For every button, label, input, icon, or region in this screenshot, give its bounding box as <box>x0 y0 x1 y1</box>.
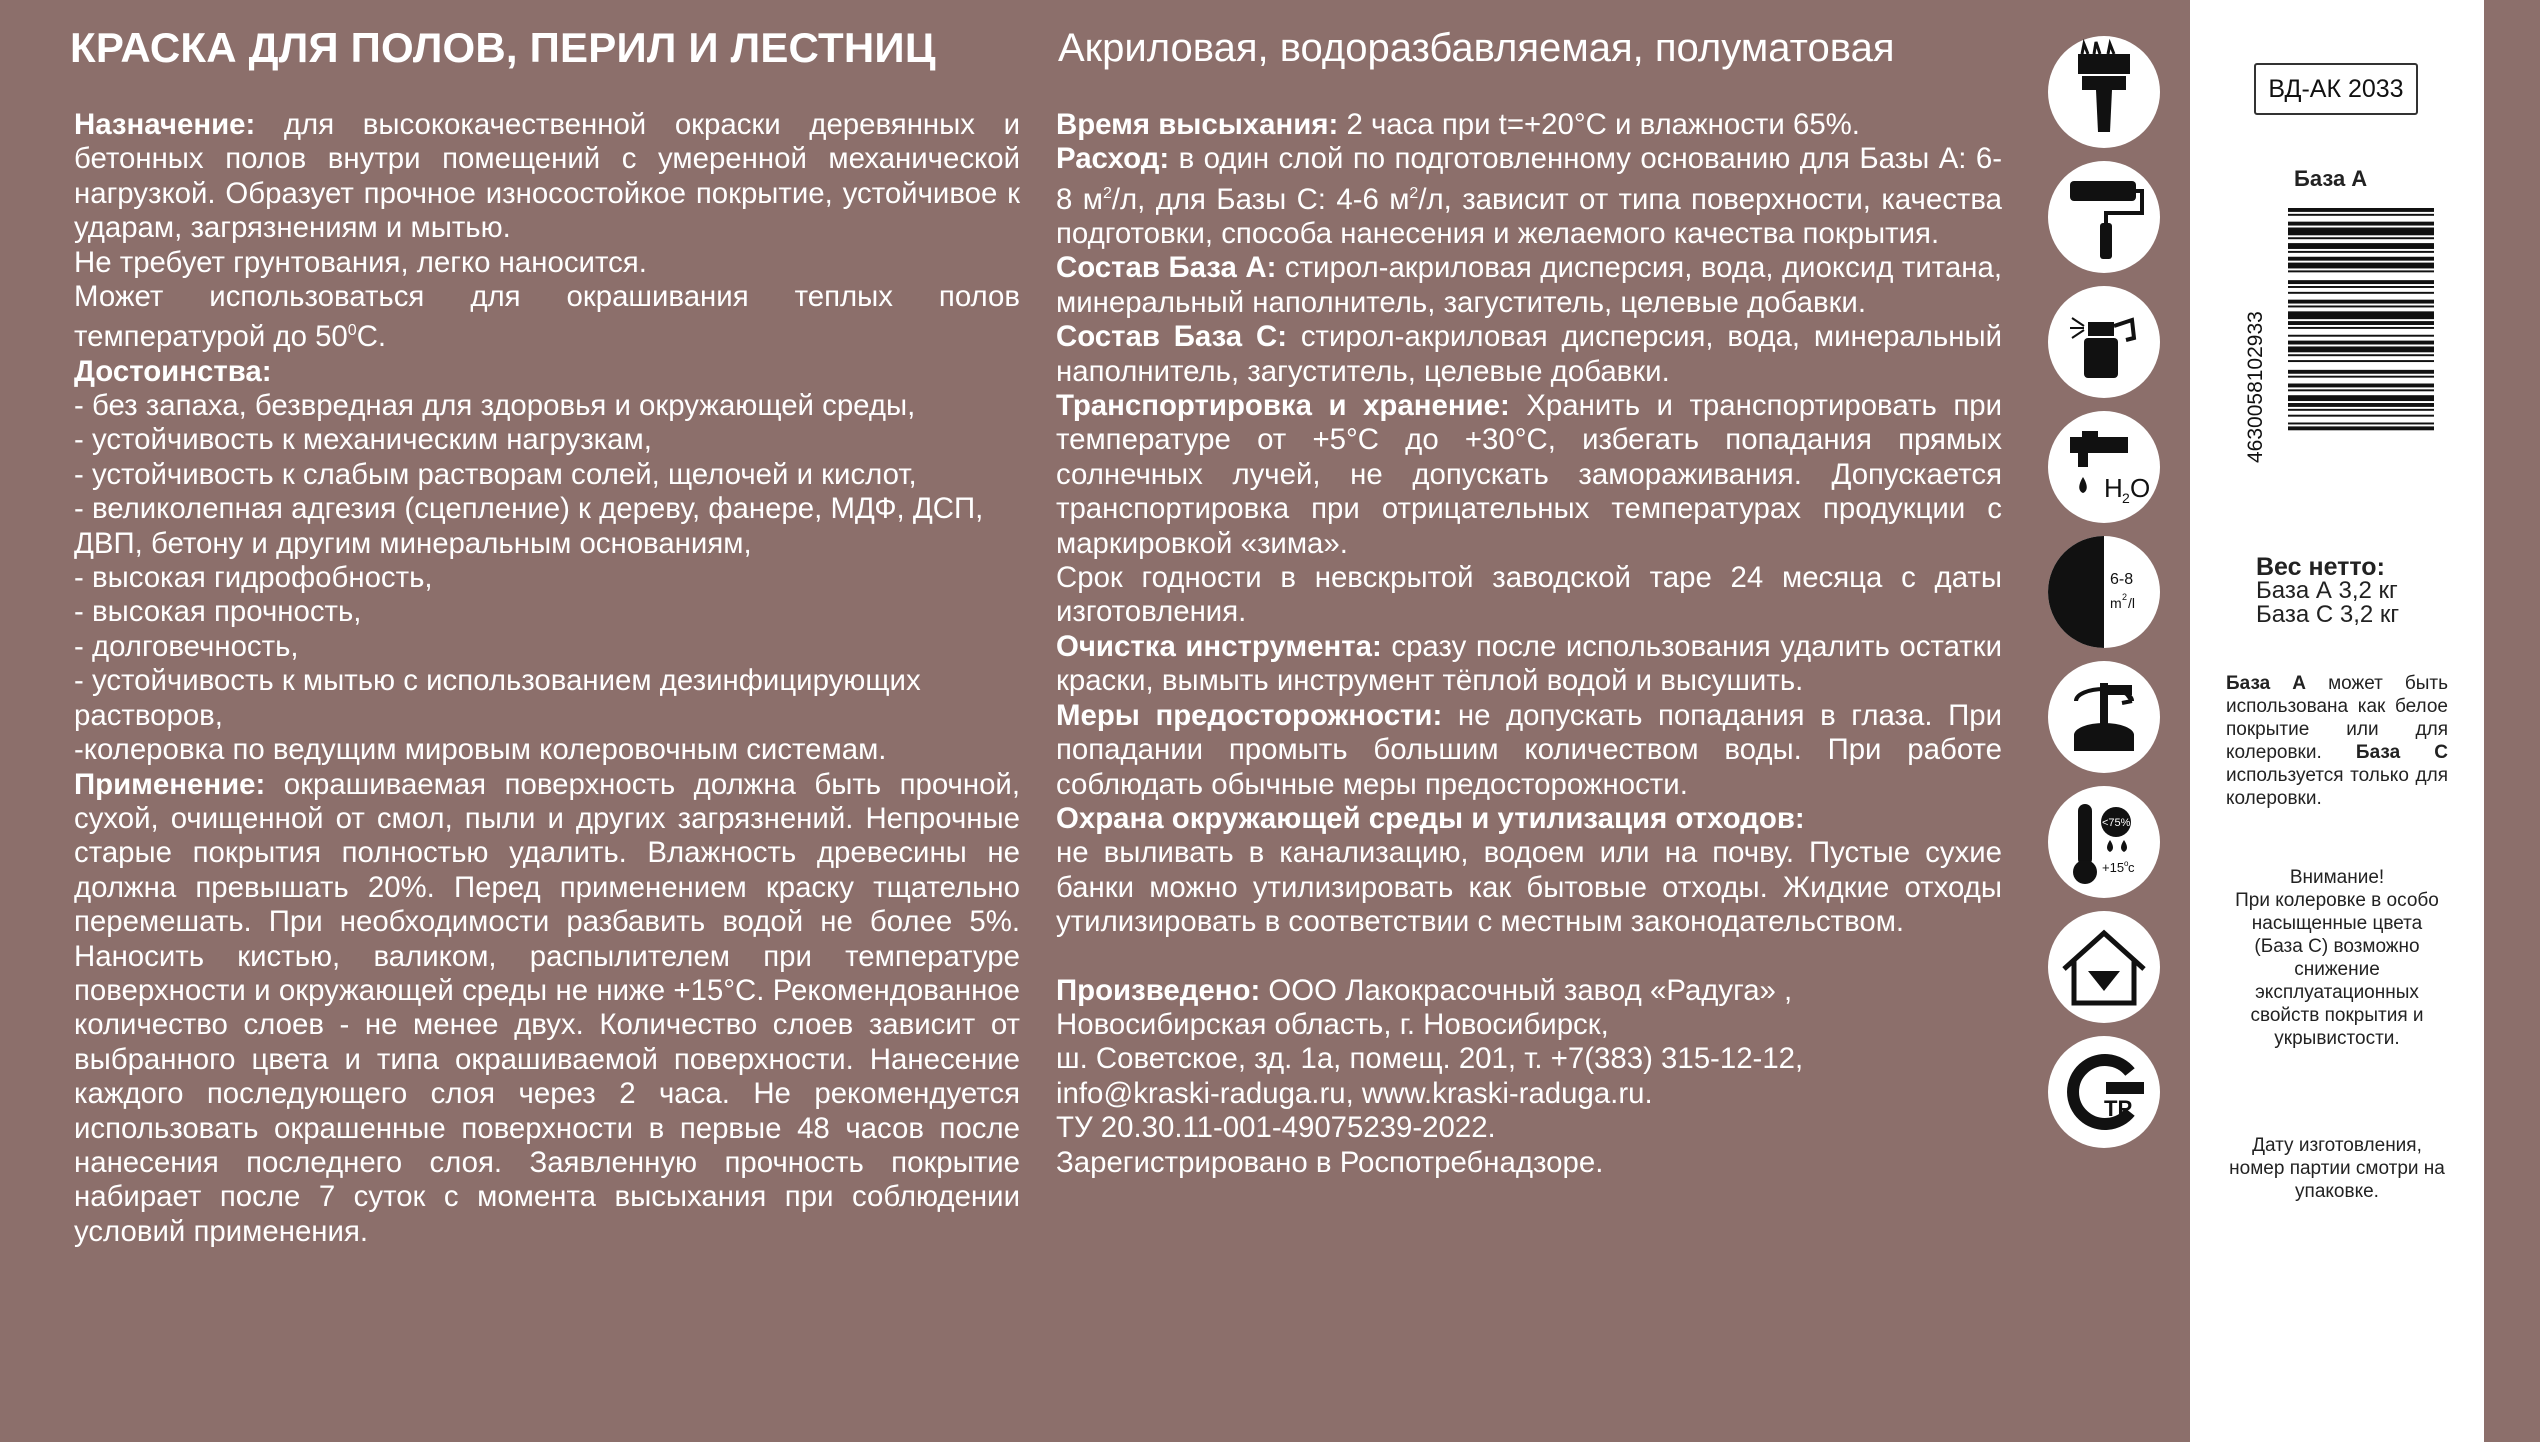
application-paragraph <box>74 768 1020 1250</box>
storage-heading: Транспортировка и хранение: <box>1056 389 1510 423</box>
application-text: окрашиваемая поверхность должна быть прочной, сухой, очищенной от смол, пыли и других загрязнений. Непрочные старые покрытия полностью удалить. Влажность древесины не должна превышать 20%. Перед применением краску тщательно перемешать. При необходимости разбавить водой не более 5%. Наносить кистью, валиком, распылителем при температуре поверхности и окружающей среды не ниже +15°С. Рекомендованное количество слоев - не менее двух. Количество слоев зависит от выбранного цвета и типа окрашиваемой поверхности. Нанесение каждого последующего слоя через 2 часа. Не рекомендуется использовать окрашенные поверхности в первые 48 часов после нанесения последнего слоя. Заявленную прочность покрытие набирает после 7 суток с момента высыхания при соблюдении условий применения. <box>74 767 1020 1248</box>
barcode-bar <box>2288 208 2434 212</box>
warning-title: Внимание! <box>2289 867 2385 888</box>
composition-a-text: стирол-акриловая дисперсия, вода, диоксид титана, минеральный наполнитель, загуститель, целевые добавки. <box>1056 251 2002 319</box>
storage-paragraph <box>1056 389 2002 561</box>
barcode-bar <box>2288 321 2434 325</box>
barcode-bar <box>2288 335 2434 337</box>
advantages-heading-text: Достоинства: <box>74 354 272 388</box>
thermometer-icon <box>2048 786 2160 898</box>
h2o-label: H <box>2104 473 2123 503</box>
barcode-bar <box>2288 415 2434 417</box>
composition-c-paragraph <box>1056 320 2002 389</box>
net-weight-title: Вес нетто: <box>2256 553 2385 581</box>
spray-gun-icon <box>2048 286 2160 398</box>
barcode-bar <box>2288 270 2434 272</box>
advantage-item: - долговечность, <box>74 629 299 663</box>
product-subtitle: Акриловая, водоразбавляемая, полуматовая <box>1058 26 1895 70</box>
producer-heading: Произведено: <box>1056 973 1261 1007</box>
advantage-item: - устойчивость к мытью с использованием дезинфицирующих растворов, <box>74 664 921 732</box>
barcode-bar <box>2288 237 2434 239</box>
note-base-a-text: может быть использована как белое покрытие или для колеровки. <box>2226 673 2449 763</box>
application-heading: Применение: <box>74 767 266 801</box>
roller-icon <box>2048 161 2160 273</box>
barcode-digits: 4630058102933 <box>2244 311 2267 463</box>
barcode-bar <box>2288 389 2434 391</box>
base-usage-note <box>2226 672 2448 810</box>
usage-sup-1: 2 <box>1102 184 1112 202</box>
composition-c-text: стирол-акриловая дисперсия, вода, минеральный наполнитель, загуститель, целевые добавки. <box>1056 320 2003 388</box>
note-base-c-label: База С <box>2355 742 2449 763</box>
warm-floors-unit: С. <box>356 320 387 354</box>
cert-label: ТР <box>2104 1096 2133 1121</box>
advantage-item: -колеровка по ведущим мировым колеровочным системам. <box>74 733 887 767</box>
note-base-c-text: используется только для колеровки. <box>2226 765 2448 809</box>
coverage-per: /l <box>2128 595 2135 611</box>
usage-text-1: в один слой по подготовленному основанию для Базы А: 6-8 м <box>1056 142 2003 216</box>
note-base-a-label: База А <box>2226 673 2306 694</box>
warm-floors-text: Может использоваться для окрашивания теплых полов температурой до 50 <box>74 280 1020 354</box>
barcode-bar <box>2288 403 2434 407</box>
producer-paragraph <box>1056 974 2002 1008</box>
spacer <box>1056 940 2002 974</box>
composition-c-heading: Состав База С: <box>1056 320 1287 354</box>
contacts: info@kraski-raduga.ru, www.kraski-raduga.ru. <box>1056 1076 1653 1110</box>
middle-column <box>1056 108 2002 1180</box>
article-number: ВД-АК 2033 <box>2254 63 2418 115</box>
advantages-list <box>74 389 1020 767</box>
barcode-bar <box>2288 354 2434 356</box>
safety-text: не допускать попадания в глаза. При попадании промыть большим количеством воды. При работе соблюдать обычные меры предосторожности. <box>1056 698 2002 801</box>
net-weight-block <box>2256 555 2399 627</box>
usage-text-3: /л, зависит от типа поверхности, качества подготовки, способа нанесения и желаемого качества покрытия. <box>1056 182 2002 251</box>
composition-a-paragraph <box>1056 251 2002 320</box>
barcode-bar <box>2288 243 2434 249</box>
water-tap-icon <box>2048 411 2160 523</box>
advantage-item: - высокая прочность, <box>74 595 362 629</box>
usage-sup-2: 2 <box>1409 184 1419 202</box>
barcode-bar <box>2288 346 2434 352</box>
mixing-icon <box>2048 661 2160 773</box>
degree-sup: 0 <box>347 322 357 340</box>
icon-column <box>2048 36 2164 1161</box>
barcode-bar <box>2288 426 2434 430</box>
safety-paragraph <box>1056 699 2002 802</box>
humidity-label: <75% <box>2102 817 2131 829</box>
advantages-heading <box>74 355 1020 389</box>
advantage-item: - без запаха, безвредная для здоровья и окружающей среды, <box>74 389 916 423</box>
barcode-bar <box>2288 300 2434 304</box>
product-title: КРАСКА ДЛЯ ПОЛОВ, ПЕРИЛ И ЛЕСТНИЦ <box>70 24 936 71</box>
coverage-unit: m <box>2110 595 2122 611</box>
shelf-life-text: Срок годности в невскрытой заводской таре 24 месяца с даты изготовления. <box>1056 561 2002 629</box>
advantage-item: - высокая гидрофобность, <box>74 561 433 595</box>
no-primer-text: Не требует грунтования, легко наносится. <box>74 245 647 279</box>
right-edge-stripe <box>2484 0 2540 1442</box>
usage-heading: Расход: <box>1056 142 1170 176</box>
environment-heading <box>1056 802 2002 836</box>
h2o-o: O <box>2130 473 2151 503</box>
barcode-bar <box>2288 286 2434 288</box>
barcode-bar <box>2288 222 2434 226</box>
base-label: База А <box>2294 166 2368 191</box>
warm-floors-paragraph <box>74 280 1020 355</box>
tu-number: ТУ 20.30.11-001-49075239-2022. <box>1056 1111 1496 1145</box>
composition-a-heading: Состав База А: <box>1056 251 1277 285</box>
environment-heading-text: Охрана окружающей среды и утилизация отходов: <box>1056 801 1805 835</box>
advantage-item: - устойчивость к слабым растворам солей, щелочей и кислот, <box>74 457 917 491</box>
cleaning-paragraph <box>1056 630 2002 699</box>
usage-text-2: /л, для Базы С: 4-6 м <box>1111 182 1410 216</box>
coverage-sup: 2 <box>2122 592 2128 602</box>
barcode-bar <box>2288 257 2434 261</box>
drying-paragraph <box>1056 108 2002 142</box>
barcode-bar <box>2288 228 2434 236</box>
registration-note: Зарегистрировано в Роспотребнадзоре. <box>1056 1145 1604 1179</box>
barcode-bar <box>2288 306 2434 308</box>
min-temp-degree: o <box>2124 859 2129 868</box>
barcode-bar <box>2288 311 2434 319</box>
manufacture-date-note: Дату изготовления, номер партии смотри на упаковке. <box>2229 1135 2445 1202</box>
brush-icon <box>2048 36 2160 148</box>
producer-text: ООО Лакокрасочный завод «Радуга» , <box>1268 973 1793 1007</box>
warning-text: При колеровке в особо насыщенные цвета (База С) возможно снижение эксплуатационных свойств покрытия и укрывистости. <box>2235 890 2439 1049</box>
barcode-bar <box>2288 395 2434 401</box>
purpose-paragraph <box>74 108 1020 246</box>
certification-icon <box>2048 1036 2160 1148</box>
min-temp-unit: c <box>2128 860 2135 875</box>
barcode-bar <box>2288 376 2434 378</box>
storage-text: Хранить и транспортировать при температуре от +5°С до +30°С, избегать попадания прямых солнечных лучей, не допускать замораживания. Допускается транспортировка при отрицательных температурах продукции с маркировкой «зима». <box>1056 389 2002 560</box>
h2o-subscript: 2 <box>2122 490 2130 506</box>
barcode-bar <box>2288 251 2434 253</box>
coverage-value: 6-8 <box>2110 571 2134 588</box>
net-weight-base-c: База С 3,2 кг <box>2256 601 2400 628</box>
address-line-1: Новосибирская область, г. Новосибирск, <box>1056 1007 1609 1041</box>
min-temp-label: +15 <box>2102 860 2125 875</box>
barcode-bar <box>2288 214 2434 216</box>
drying-text: 2 часа при t=+20°С и влажности 65%. <box>1346 108 1860 141</box>
purpose-heading: Назначение: <box>74 108 256 141</box>
barcode-bar <box>2288 409 2434 411</box>
barcode-bar <box>2288 423 2434 425</box>
left-column <box>74 108 1020 1249</box>
net-weight-base-a: База А 3,2 кг <box>2256 577 2398 604</box>
barcode <box>2244 208 2434 470</box>
barcode-bar <box>2288 263 2434 269</box>
cleaning-heading: Очистка инструмента: <box>1056 629 1382 663</box>
barcode-bar <box>2288 292 2434 294</box>
indoor-use-icon <box>2048 911 2160 1023</box>
barcode-bar <box>2288 280 2434 284</box>
barcode-bar <box>2288 370 2434 374</box>
usage-paragraph <box>1056 142 2002 251</box>
barcode-bar <box>2288 360 2434 362</box>
cleaning-text: сразу после использования удалить остатки краски, вымыть инструмент тёплой водой и высушить. <box>1056 629 2003 698</box>
environment-text: не выливать в канализацию, водоем или на почву. Пустые сухие банки можно утилизировать как бытовые отходы. Жидкие отходы утилизировать в соответствии с местным законодательством. <box>1056 836 2002 939</box>
purpose-text: для высококачественной окраски деревянных и бетонных полов внутри помещений с умеренной механической нагрузкой. Образует прочное износостойкое покрытие, устойчивое к ударам, загрязнениям и мытью. <box>74 108 1020 245</box>
drying-heading: Время высыхания: <box>1056 108 1339 141</box>
barcode-bar <box>2288 341 2434 345</box>
barcode-bar <box>2288 384 2434 388</box>
warning-note <box>2226 866 2448 1050</box>
address-line-2: ш. Советское, зд. 1а, помещ. 201, т. +7(383) 315-12-12, <box>1056 1042 1804 1076</box>
barcode-bar <box>2288 327 2434 329</box>
advantage-item: - великолепная адгезия (сцепление) к дереву, фанере, МДФ, ДСП, ДВП, бетону и другим минеральным основаниям, <box>74 492 984 560</box>
safety-heading: Меры предосторожности: <box>1056 698 1443 732</box>
coverage-icon <box>2048 536 2160 648</box>
advantage-item: - устойчивость к механическим нагрузкам, <box>74 423 652 457</box>
